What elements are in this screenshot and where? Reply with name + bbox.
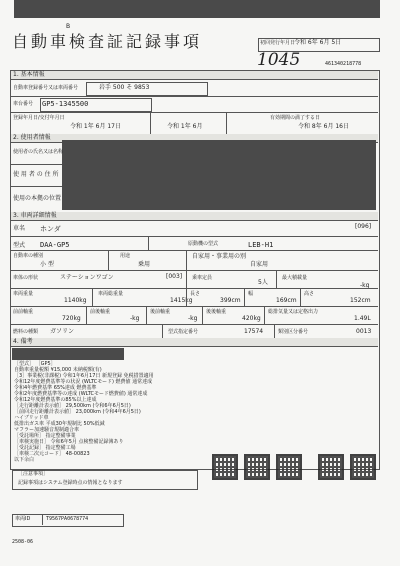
notes-line: ［3］事業税(非課税) 令和1年6月17日 新規登録 免税措置適用 bbox=[14, 373, 154, 379]
qr-code-1 bbox=[212, 454, 238, 480]
section-notes-header bbox=[11, 338, 378, 347]
fuel-value: ガソリン bbox=[50, 328, 75, 335]
section-notes-title: 4. 備考 bbox=[13, 338, 33, 345]
document-number: 461340218778 bbox=[325, 61, 362, 67]
rear-axle-label: 後後軸重 bbox=[206, 309, 227, 315]
first-registration-month: 令和 1年 6月 bbox=[167, 123, 203, 130]
section-user-title: 2. 使用者情報 bbox=[13, 134, 51, 141]
front-rear-axle-value: -kg bbox=[130, 315, 140, 322]
rear-front-axle-value: -kg bbox=[188, 315, 198, 322]
section-basic-header bbox=[11, 71, 378, 80]
first-registration-date: 令和 1年 6月 17日 bbox=[70, 123, 121, 130]
col-divider bbox=[264, 306, 265, 324]
displacement-value: 1.49L bbox=[354, 315, 371, 322]
qr-code-5 bbox=[350, 454, 376, 480]
document-title: 自動車検査証記録事項 bbox=[12, 32, 203, 51]
weight-value: 1140kg bbox=[64, 297, 87, 304]
col-divider bbox=[108, 250, 109, 270]
gross-weight-label: 車両総重量 bbox=[98, 291, 124, 297]
displacement-label: 総排気量又は定格出力 bbox=[268, 309, 319, 315]
engine-value: LEB-H1 bbox=[248, 241, 274, 249]
col-divider bbox=[202, 306, 203, 324]
notes-line: ［受託場所］ 指定整備事業 bbox=[14, 433, 76, 439]
height-label: 高さ bbox=[304, 291, 315, 297]
maker-code: [096] bbox=[355, 223, 372, 230]
qr-code-3 bbox=[276, 454, 302, 480]
qr-code-2 bbox=[244, 454, 270, 480]
max-load-label: 最大積載量 bbox=[282, 275, 308, 281]
vin-label: 車台番号 bbox=[13, 101, 34, 107]
row-divider bbox=[11, 288, 378, 289]
col-divider bbox=[226, 112, 227, 134]
notes-line: 令和12年度燃費基準等の状況 (WLTCモード) 燃費値 通常達成 bbox=[14, 379, 153, 385]
row-divider bbox=[11, 250, 378, 251]
col-divider bbox=[186, 250, 187, 270]
qr-code-4 bbox=[318, 454, 344, 480]
notes-line: 以下余白 bbox=[14, 457, 35, 463]
rear-front-axle-label: 後前軸重 bbox=[150, 309, 171, 315]
notice-text: 記録事項はシステム登録時点の情報となります bbox=[18, 480, 123, 486]
purpose-label: 自家用・事業用の別 bbox=[192, 253, 247, 260]
notice-title: ［注意事項］ bbox=[18, 471, 49, 477]
row-divider bbox=[11, 164, 62, 165]
col-divider bbox=[148, 236, 149, 250]
section-vehicle-title: 3. 車両詳細情報 bbox=[13, 212, 57, 219]
row-divider bbox=[11, 324, 378, 325]
redacted-notes-area bbox=[12, 348, 124, 360]
use-label: 用途 bbox=[120, 253, 131, 259]
notes-line: ［車検二次元コード］ 48-00823 bbox=[14, 451, 90, 457]
cert-number-label: 型式指定番号 bbox=[168, 329, 199, 335]
handwritten-number: 1045 bbox=[257, 50, 301, 70]
width-value: 169cm bbox=[276, 297, 297, 304]
user-address-label: 使 用 者 の 住 所 bbox=[13, 171, 59, 178]
notes-line: ［走行距離計表示値］ 29,500km (令和6年6月5日) bbox=[14, 403, 131, 409]
col-divider bbox=[274, 324, 275, 338]
col-divider bbox=[300, 288, 301, 306]
body-shape-code: [003] bbox=[166, 273, 183, 280]
col-divider bbox=[186, 270, 187, 288]
form-code: 2508-06 bbox=[12, 539, 34, 545]
section-basic-title: 1. 基本情報 bbox=[13, 71, 45, 78]
user-name-label: 使用者の氏名又は名称 bbox=[13, 149, 64, 155]
front-axle-value: 720kg bbox=[62, 315, 81, 322]
fuel-label: 燃料の種類 bbox=[13, 329, 39, 335]
registration-label: 自動車登録番号又は車両番号 bbox=[13, 85, 79, 91]
width-label: 幅 bbox=[248, 291, 254, 297]
notes-line: 令和2年度燃費基準等の達成 (WLTCモード燃費値) 通常達成 bbox=[14, 391, 148, 397]
col-divider bbox=[146, 306, 147, 324]
class-number-label: 類別区分番号 bbox=[278, 329, 309, 335]
col-divider bbox=[186, 288, 187, 306]
vehicle-type-label: 自動車の種別 bbox=[13, 253, 44, 259]
vehicle-type-value: 小 型 bbox=[40, 261, 54, 268]
model-value: DAA-GP5 bbox=[40, 241, 70, 249]
row-divider bbox=[11, 306, 378, 307]
base-location-label: 使用の本拠の位置 bbox=[13, 195, 62, 202]
length-value: 399cm bbox=[220, 297, 241, 304]
notes-line: 令和4年燃費基準 65%達成 燃費基準 bbox=[14, 385, 97, 391]
front-rear-axle-label: 前後軸重 bbox=[90, 309, 111, 315]
notes-line: ［受託記録］ 指定整備工場 bbox=[14, 445, 76, 451]
vehicle-id-label: 車両ID bbox=[15, 516, 31, 522]
col-divider bbox=[244, 288, 245, 306]
redacted-user-info bbox=[62, 140, 376, 210]
row-divider bbox=[11, 270, 378, 271]
notes-line: 低排出ガス車 平成30年規制比 50%低減 bbox=[14, 421, 105, 427]
expiry-label: 有効期間の満了する日 bbox=[270, 115, 321, 121]
col-divider bbox=[42, 514, 43, 525]
registration-number: 岩手 500 そ 9853 bbox=[99, 84, 150, 91]
vin-value: GP5-1345500 bbox=[42, 100, 89, 108]
rear-axle-value: 420kg bbox=[242, 315, 261, 322]
row-divider bbox=[11, 112, 378, 113]
cert-number-value: 17574 bbox=[244, 328, 264, 335]
section-vehicle-header bbox=[11, 212, 378, 221]
maker-label: 車名 bbox=[13, 225, 26, 232]
vehicle-id-value: T9567PA0678774 bbox=[46, 516, 89, 522]
col-divider bbox=[162, 324, 163, 338]
notes-line: 令和12年度燃費基準の85%以上達成 bbox=[14, 397, 97, 403]
small-mark: B bbox=[66, 23, 71, 30]
length-label: 長さ bbox=[190, 291, 201, 297]
engine-label: 原動機の型式 bbox=[188, 241, 219, 247]
maker-value: ホンダ bbox=[40, 225, 61, 233]
notes-line: ［前回走行距離計表示値］ 23,000km (令和4年6月5日) bbox=[14, 409, 141, 415]
capacity-value: 5人 bbox=[258, 279, 268, 286]
max-load-value: -kg bbox=[360, 282, 370, 289]
issue-date-value: 令和 6年 6月 5日 bbox=[294, 39, 342, 46]
class-number-value: 0013 bbox=[356, 328, 372, 335]
front-axle-label: 前前軸重 bbox=[13, 309, 34, 315]
issue-date-label: 初回発行年月日 bbox=[260, 40, 296, 46]
body-shape-value: ステーションワゴン bbox=[60, 274, 114, 281]
notes-line: ［車検実施日］ 令和6年5月 点検整備記録簿あり bbox=[14, 439, 124, 445]
height-value: 152cm bbox=[350, 297, 371, 304]
col-divider bbox=[150, 112, 151, 134]
model-label: 型式 bbox=[13, 242, 26, 249]
purpose-value: 自家用 bbox=[250, 261, 269, 268]
notes-line: 自動車重量税額 ¥15,000 未納税額(有) bbox=[14, 367, 102, 373]
col-divider bbox=[92, 288, 93, 306]
row-divider bbox=[11, 186, 62, 187]
row-divider bbox=[11, 96, 378, 97]
notes-line: ハイブリッド車 bbox=[14, 415, 49, 421]
redacted-header-bar bbox=[14, 0, 380, 18]
notes-line: ［型式］ ［GP5］ bbox=[14, 361, 56, 367]
use-value: 乗用 bbox=[138, 261, 151, 268]
col-divider bbox=[276, 270, 277, 288]
col-divider bbox=[86, 306, 87, 324]
capacity-label: 乗車定員 bbox=[192, 275, 213, 281]
weight-label: 車両重量 bbox=[13, 291, 34, 297]
expiry-date: 令和 8年 6月 16日 bbox=[298, 123, 349, 130]
body-shape-label: 車体の形状 bbox=[13, 275, 39, 281]
notes-line: マフラー加速騒音規制適合車 bbox=[14, 427, 80, 433]
row-divider bbox=[11, 236, 378, 237]
first-registration-label: 登録年月日/交付年月日 bbox=[13, 115, 65, 121]
gross-weight-value: 1415kg bbox=[170, 297, 193, 304]
